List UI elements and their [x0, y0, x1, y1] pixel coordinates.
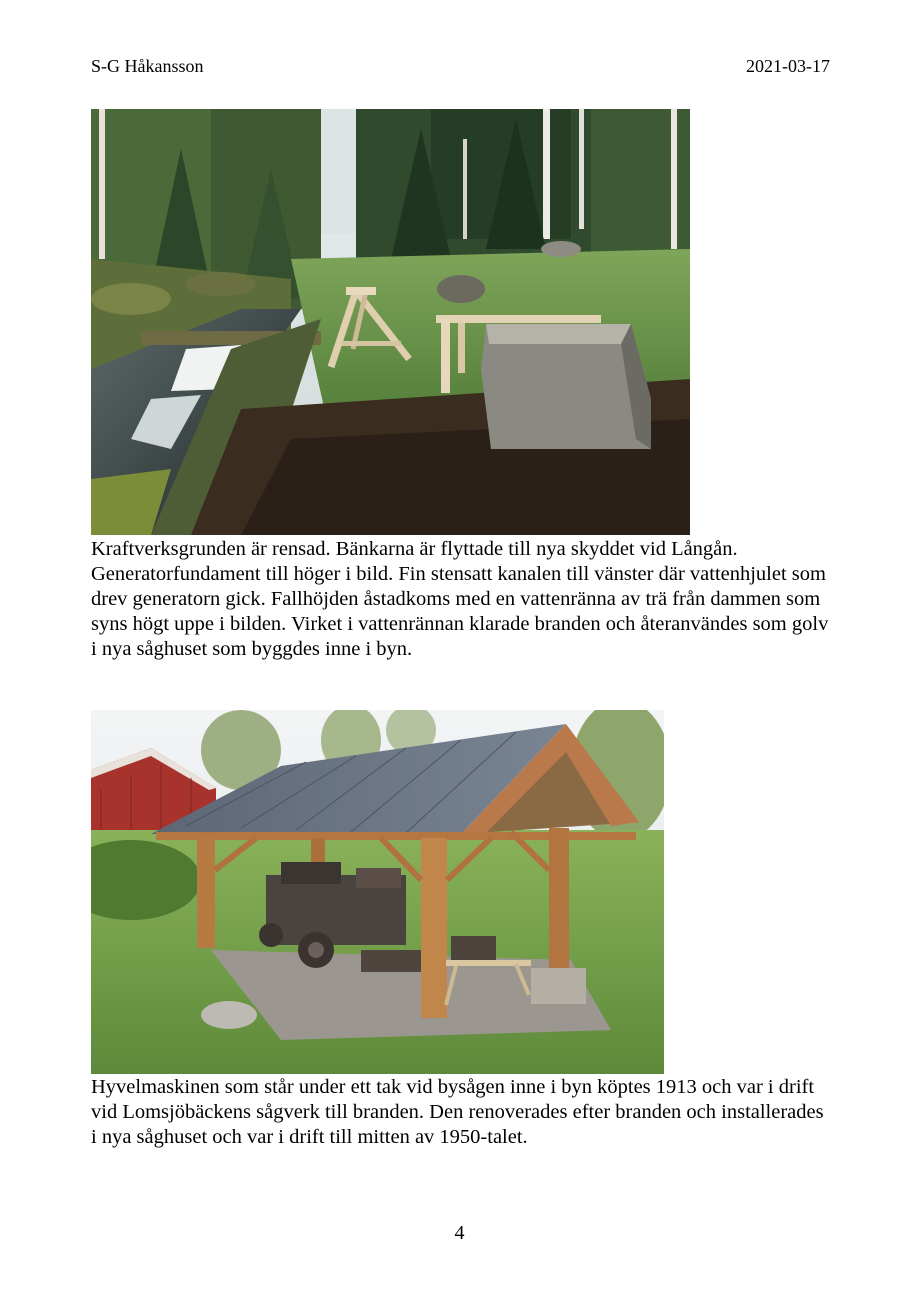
page-number: 4	[454, 1222, 465, 1244]
caption-photo-1: Kraftverksgrunden är rensad. Bänkarna är flyttade till nya skyddet vid Långån. Generatorfundament till höger i bild. Fin stensatt kanalen till vänster där vattenhjulet som drev generatorn gick. Fallhöjden åstadkoms med en vattenränna av trä från dammen som syns högt uppe i bilden. Virket i vattenrännan klarade branden och återanvändes som golv i nya såghuset som byggdes inne i byn.	[91, 538, 829, 660]
header-date: 2021-03-17	[746, 56, 830, 76]
photo-planing-machine	[91, 710, 664, 1074]
caption-photo-2: Hyvelmaskinen som står under ett tak vid bysågen inne i byn köptes 1913 och var i drift vid Lomsjöbäckens sågverk till branden. Den renoverades efter branden och installerades i nya såghuset och var i drift till mitten av 1950-talet.	[91, 1076, 824, 1148]
header-author: S-G Håkansson	[91, 56, 204, 76]
photo-power-plant-foundation	[91, 109, 690, 535]
